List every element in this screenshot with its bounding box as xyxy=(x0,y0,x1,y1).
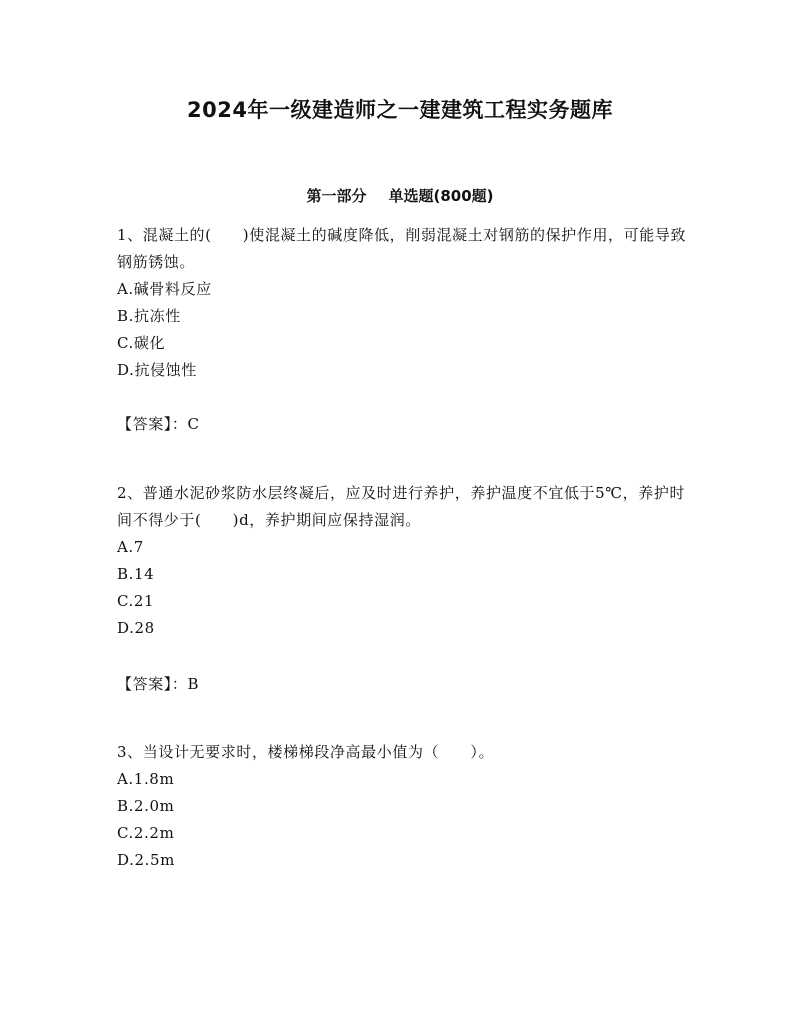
option-b: B.抗冻性 xyxy=(117,307,181,325)
option-b: B.2.0m xyxy=(117,797,175,815)
option-c: C.21 xyxy=(117,592,155,610)
document-title: 2024年一级建造师之一建建筑工程实务题库 xyxy=(187,98,613,122)
question-2 xyxy=(117,480,687,642)
option-a: A.碱骨料反应 xyxy=(117,280,212,298)
option-b: B.14 xyxy=(117,565,155,583)
question-stem: 3、当设计无要求时，楼梯梯段净高最小值为（ ）。 xyxy=(117,743,495,761)
option-d: D.2.5m xyxy=(117,851,175,869)
option-c: C.碳化 xyxy=(117,334,166,352)
option-c: C.2.2m xyxy=(117,824,175,842)
question-1 xyxy=(117,222,687,384)
answer-1: 【答案】：C xyxy=(117,415,200,433)
question-stem: 1、混凝土的( )使混凝土的碱度降低，削弱混凝土对钢筋的保护作用，可能导致钢筋锈蚀。 xyxy=(117,226,687,271)
answer-2: 【答案】：B xyxy=(117,675,200,693)
option-d: D.28 xyxy=(117,619,155,637)
question-stem: 2、普通水泥砂浆防水层终凝后，应及时进行养护，养护温度不宜低于5℃，养护时间不得少于( )d，养护期间应保持湿润。 xyxy=(117,484,686,529)
question-3 xyxy=(117,739,687,874)
section-part: 第一部分 xyxy=(306,187,367,205)
option-a: A.1.8m xyxy=(117,770,175,788)
section-name: 单选题(800题) xyxy=(388,187,494,205)
option-d: D.抗侵蚀性 xyxy=(117,361,197,379)
section-heading xyxy=(0,185,800,206)
option-a: A.7 xyxy=(117,538,144,556)
